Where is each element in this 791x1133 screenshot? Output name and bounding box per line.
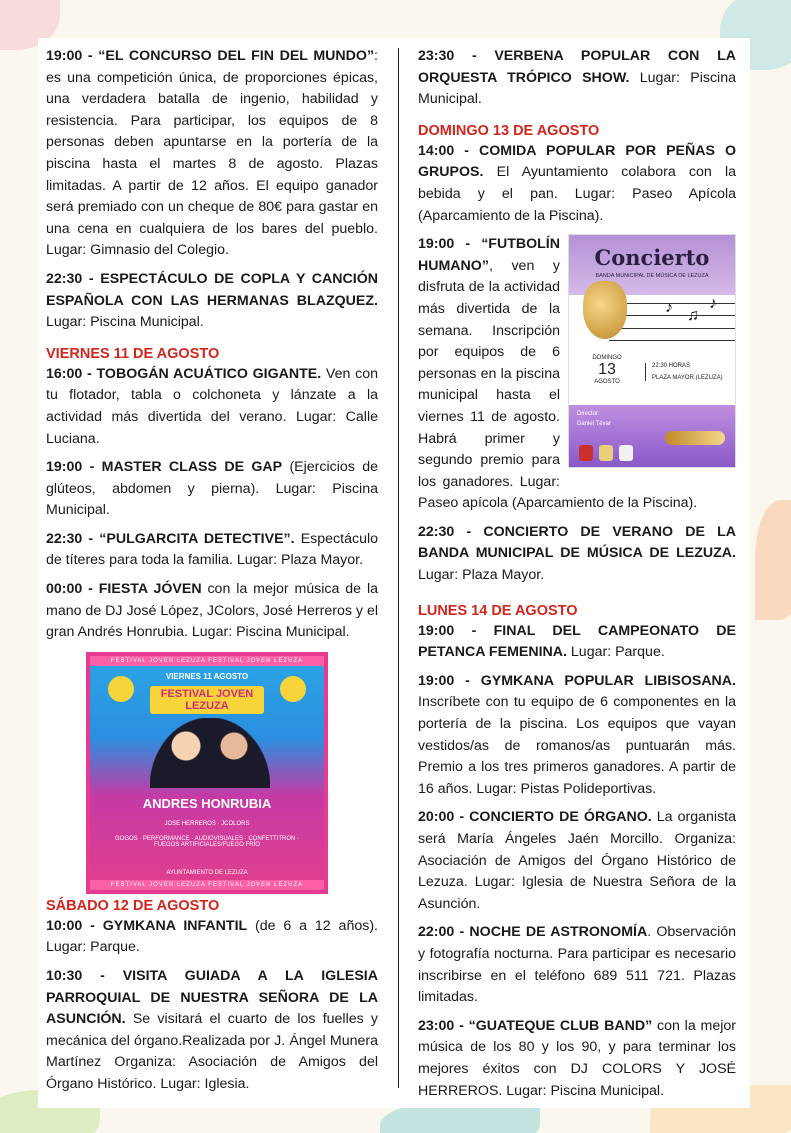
event-description: El Ayuntamiento colabora con la bebida y el pan. Lugar: Paseo Apícola (Aparcamiento de la Piscina). — [418, 164, 736, 224]
poster-footer — [569, 405, 735, 467]
event-heading: 14:00 - COMIDA POPULAR POR PEÑAS O GRUPOS. — [418, 142, 736, 181]
left-column — [46, 46, 378, 1103]
event-heading: 19:00 - MASTER CLASS DE GAP — [46, 459, 283, 476]
event-description: Lugar: Parque. — [566, 644, 665, 661]
event-heading: 20:00 - CONCIERTO DE ÓRGANO. — [418, 809, 652, 826]
leaf-decoration — [755, 500, 791, 620]
event-pulgarcita — [46, 529, 378, 572]
event-heading: 19:00 - GYMKANA POPULAR LIBISOSANA. — [418, 672, 736, 689]
music-note-icon: ♫ — [687, 307, 699, 325]
event-fiesta-joven — [46, 579, 378, 644]
event-gymkana-infantil — [46, 916, 378, 959]
event-heading: 22:30 - “PULGARCITA DETECTIVE”. — [46, 530, 295, 547]
poster-lineup: JOSE HERREROS · JCOLORS — [164, 820, 250, 827]
poster-date: VIERNES 11 AGOSTO — [165, 671, 249, 681]
event-concierto-verano — [418, 522, 736, 587]
event-description: Espectáculo de títeres para toda la familia. Lugar: Plaza Mayor. — [46, 530, 378, 569]
event-description: : es una competición única, de proporciones épicas, una verdadera batalla de ingenio, habilidad y resistencia. Para participar, los equipos de 8 personas deben apuntarse en la portería de la piscina hasta el martes 8 de agosto. Plazas limitadas. A partir de 12 años. El equipo ganador será premiado con un cheque de 80€ para gastar en una cena en cualquiera de los bares del pueblo. Lugar: Gimnasio del Colegio. — [46, 48, 378, 259]
event-gap — [46, 457, 378, 522]
trumpet-icon — [665, 431, 725, 445]
event-comida-popular — [418, 141, 736, 227]
event-heading: 23:30 - VERBENA POPULAR CON LA ORQUESTA TRÓPICO SHOW. — [418, 48, 736, 86]
event-description: (de 6 a 12 años). Lugar: Parque. — [46, 917, 378, 956]
column-divider — [398, 48, 399, 1088]
poster-band: FESTIVAL JOVEN LEZUZA FESTIVAL JOVEN LEZUZA — [90, 656, 324, 666]
event-description: Lugar: Plaza Mayor. — [418, 567, 545, 584]
concert-month: AGOSTO — [594, 379, 620, 386]
coat-of-arms-icon — [619, 445, 633, 461]
event-description: con la mejor música de la mano de DJ José López, JColors, José Herreros y el gran Andrés Honrubia. Lugar: Piscina Municipal. — [46, 581, 378, 641]
event-heading: 10:00 - GYMKANA INFANTIL — [46, 917, 248, 934]
event-heading: 00:00 - FIESTA JÓVEN — [46, 581, 202, 598]
music-note-icon: ♪ — [709, 295, 717, 313]
concert-day-num: 13 — [598, 361, 616, 379]
poster-band: FESTIVAL JOVEN LEZUZA FESTIVAL JOVEN LEZUZA — [90, 880, 324, 890]
event-heading: 22:00 - NOCHE DE ASTRONOMÍA — [418, 924, 648, 941]
event-visita-guiada — [46, 966, 378, 1096]
music-note-icon: ♪ — [665, 299, 673, 317]
event-concierto-organo — [418, 807, 736, 915]
coat-of-arms-icon — [579, 445, 593, 461]
director-name: Daniel Tévar — [577, 421, 611, 428]
event-heading: 16:00 - TOBOGÁN ACUÁTICO GIGANTE. — [46, 365, 322, 382]
event-description: Lugar: Piscina Municipal. — [46, 314, 204, 331]
event-heading: 10:30 - VISITA GUIADA A LA IGLESIA PARROQUIAL DE NUESTRA SEÑORA DE LA ASUNCIÓN. — [46, 968, 378, 1028]
program-page — [38, 38, 750, 1108]
event-concurso — [46, 46, 378, 262]
concert-day-name: DOMINGO — [592, 355, 622, 362]
poster-headliner: ANDRES HONRUBIA — [142, 795, 272, 811]
event-gymkana-popular — [418, 671, 736, 801]
event-description: (Ejercicios de glúteos, abdomen y pierna). Lugar: Piscina Municipal. — [46, 459, 378, 519]
concert-title: Concierto — [594, 245, 710, 271]
event-tobogan — [46, 364, 378, 450]
concert-poster-image — [568, 234, 736, 468]
event-description: con la mejor música de los 80 y los 90, y para terminar los mejores éxitos con DJ COLORS Y JOSÉ HERREROS. Lugar: Piscina Municipal. — [418, 1017, 736, 1099]
poster-organizer: AYUNTAMIENTO DE LEZUZA — [166, 869, 248, 876]
event-description: . Observación y fotografía nocturna. Para participar es necesario inscribirse en el teléfono 689 511 721. Plazas limitadas. — [418, 924, 736, 1006]
concert-date — [591, 355, 623, 385]
day-heading-lunes: LUNES 14 DE AGOSTO — [418, 602, 578, 619]
concert-time: 22:30 HORAS — [652, 363, 691, 370]
event-heading: 22:30 - ESPECTÁCULO DE COPLA Y CANCIÓN ESPAÑOLA CON LAS HERMANAS BLAZQUEZ. — [46, 270, 378, 309]
concert-place: PLAZA MAYOR (LEZUZA) — [652, 375, 723, 382]
festival-poster-image — [86, 652, 328, 894]
director-label: Director: — [577, 411, 600, 418]
event-petanca — [418, 621, 736, 664]
coat-of-arms-icon — [599, 445, 613, 461]
event-astronomia — [418, 922, 736, 1008]
event-heading: 22:30 - CONCIERTO DE VERANO DE LA BANDA MUNICIPAL DE MÚSICA DE LEZUZA. — [418, 523, 736, 562]
event-heading: 19:00 - “FUTBOLÍN HUMANO” — [418, 236, 560, 274]
dj-photo — [150, 718, 270, 788]
event-description: Inscríbete con tu equipo de 6 componentes en la portería de la piscina. Los equipos que vayan vestidos/as de romanos/as puntuarán más. Premio a los tres primeros ganadores. A partir de 16 años. Lugar: Pistas Polideportivas. — [418, 694, 736, 797]
event-description: Lugar: Piscina Municipal. — [418, 69, 736, 108]
day-heading-domingo: DOMINGO 13 DE AGOSTO — [418, 122, 600, 139]
event-verbena — [418, 46, 736, 111]
event-description: Ven con tu flotador, tabla o colchoneta y lánzate a la actividad más divertida del verano. Lugar: Calle Luciana. — [46, 365, 378, 447]
poster-title: FESTIVAL JOVEN LEZUZA — [150, 686, 264, 714]
day-heading-viernes: VIERNES 11 DE AGOSTO — [46, 345, 220, 362]
concert-subtitle: BANDA MUNICIPAL DE MÚSICA DE LEZUZA — [595, 273, 709, 280]
day-heading-sabado: SÁBADO 12 DE AGOSTO — [46, 897, 220, 914]
event-heading: 23:00 - “GUATEQUE CLUB BAND” — [418, 1017, 653, 1034]
event-heading: 19:00 - FINAL DEL CAMPEONATO DE PETANCA FEMENINA. — [418, 622, 736, 661]
poster-extras: GOGOS · PERFORMANCE · AUDIOVISUALES · CONFETTITRON · FUEGOS ARTIFICIALES/FUEGO FRÍO — [114, 835, 299, 848]
event-copla — [46, 269, 378, 334]
concert-time-place — [645, 363, 723, 381]
event-heading: 19:00 - “EL CONCURSO DEL FIN DEL MUNDO” — [46, 48, 375, 64]
event-guateque — [418, 1016, 736, 1102]
right-column — [418, 46, 736, 1109]
event-description: La organista será María Ángeles Jaén Morcillo. Organiza: Asociación de Amigos del Órgano Histórico de Lezuza. Lugar: Iglesia de Nuestra Señora de la Asunción. — [418, 809, 737, 912]
tuba-icon — [583, 281, 627, 339]
event-description: , ven y disfruta de la actividad más divertida de la semana. Inscripción por equipos de 6 personas en la piscina municipal hasta el viernes 11 de agosto. Habrá primer y segundo premio para los ganadores. Lugar: Paseo apícola (Aparcamiento de la Piscina). — [418, 257, 698, 512]
event-description: Se visitará el cuarto de los fuelles y mecánica del órgano.Realizada por J. Ángel Munera Martínez Organiza: Asociación de Amigos del Órgano Histórico. Lugar: Iglesia. — [46, 1011, 378, 1092]
